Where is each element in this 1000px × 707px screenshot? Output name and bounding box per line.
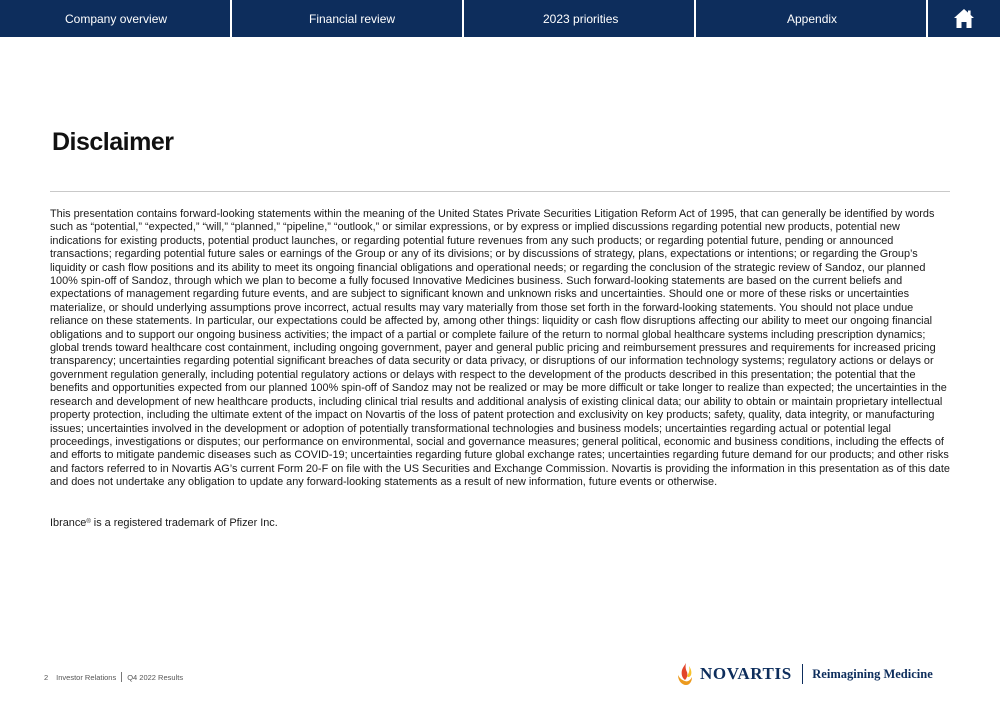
brand-tagline: Reimagining Medicine	[812, 666, 933, 681]
title-divider	[50, 191, 950, 192]
footer-section: Investor Relations	[56, 672, 117, 682]
home-button[interactable]	[928, 0, 1000, 37]
tab-2023-priorities[interactable]	[464, 0, 696, 37]
home-icon	[953, 8, 975, 29]
novartis-logo	[676, 659, 933, 689]
logo-divider	[802, 664, 804, 684]
tab-label: Appendix	[787, 11, 838, 26]
footer-separator	[121, 672, 122, 682]
footer-report: Q4 2022 Results	[127, 672, 184, 682]
top-navigation	[0, 0, 1000, 37]
novartis-wordmark: NOVARTIS	[700, 664, 792, 683]
page-title: Disclaimer	[52, 128, 174, 156]
tab-label: Financial review	[309, 11, 396, 26]
tab-financial-review[interactable]	[232, 0, 464, 37]
tab-appendix[interactable]	[696, 0, 928, 37]
page-number: 2	[44, 672, 49, 682]
novartis-flame-icon	[676, 661, 694, 687]
footer-info	[44, 672, 183, 682]
tab-label: 2023 priorities	[543, 11, 619, 26]
disclaimer-body: This presentation contains forward-looking statements within the meaning of the United States Private Securities Litigation Reform Act of 1995, that can generally be identified by words such as “potential,” “expected,” “will,” “planned,” “pipeline,” “outlook,” or similar expressions, or by express or implied discussions regarding potential new products, potential new indications for existing products, potential product launches, or regarding potential future revenues from any such products; or regarding potential future, pending or announced transactions; regarding potential future sales or earnings of the Group or any of its divisions; or by discussions of strategy, plans, expectations or intentions; or regarding the Group’s liquidity or cash flow positions and its ability to meet its ongoing financial obligations and operational needs; or regarding the conclusion of the strategic review of Sandoz, our planned 100% spin-off of Sandoz, through which we plan to become a fully focused Innovative Medicines business. Such forward-looking statements are based on the current beliefs and expectations of management regarding future events, and are subject to significant known and unknown risks and uncertainties. Should one or more of these risks or uncertainties materialize, or should underlying assumptions prove incorrect, actual results may vary materially from those set forth in the forward-looking statements. You should not place undue reliance on these statements. In particular, our expectations could be affected by, among other things: liquidity or cash flow disruptions affecting our ability to meet our ongoing financial obligations and to support our ongoing business activities; the impact of a partial or complete failure of the return to normal global healthcare systems including prescription dynamics; global trends toward healthcare cost containment, including ongoing government, payer and general public pricing and reimbursement pressures and requirements for increased pricing transparency; uncertainties regarding potential significant breaches of data security or data privacy, or disruptions of our information technology systems; regulatory actions or delays or government regulation generally, including potential regulatory actions or delays with respect to the development of the products described in this presentation; the potential that the benefits and opportunities expected from our planned 100% spin-off of Sandoz may not be realized or may be more difficult or take longer to realize than expected; the uncertainties in the research and development of new healthcare products, including clinical trial results and additional analysis of existing clinical data; our ability to obtain or maintain proprietary intellectual property protection, including the ultimate extent of the impact on Novartis of the loss of patent protection and exclusivity on key products; safety, quality, data integrity, or manufacturing issues; uncertainties involved in the development or adoption of potentially transformational technologies and business models; uncertainties regarding actual or potential legal proceedings, investigations or disputes; our performance on environmental, social and governance measures; general political, economic and business conditions, including the effects of and efforts to mitigate pandemic diseases such as COVID-19; uncertainties regarding future global exchange rates; uncertainties regarding future demand for our products; and other risks and factors referred to in Novartis AG’s current Form 20-F on file with the US Securities and Exchange Commission. Novartis is providing the information in this presentation as of this date and does not undertake any obligation to update any forward-looking statements as a result of new information, future events or otherwise.	[50, 208, 950, 489]
tab-label: Company overview	[65, 11, 168, 26]
tab-company-overview[interactable]	[0, 0, 232, 37]
trademark-name: Ibrance	[50, 517, 87, 529]
registered-mark: ®	[86, 519, 91, 525]
trademark-text: is a registered trademark of Pfizer Inc.	[90, 517, 278, 529]
trademark-note	[50, 516, 950, 530]
